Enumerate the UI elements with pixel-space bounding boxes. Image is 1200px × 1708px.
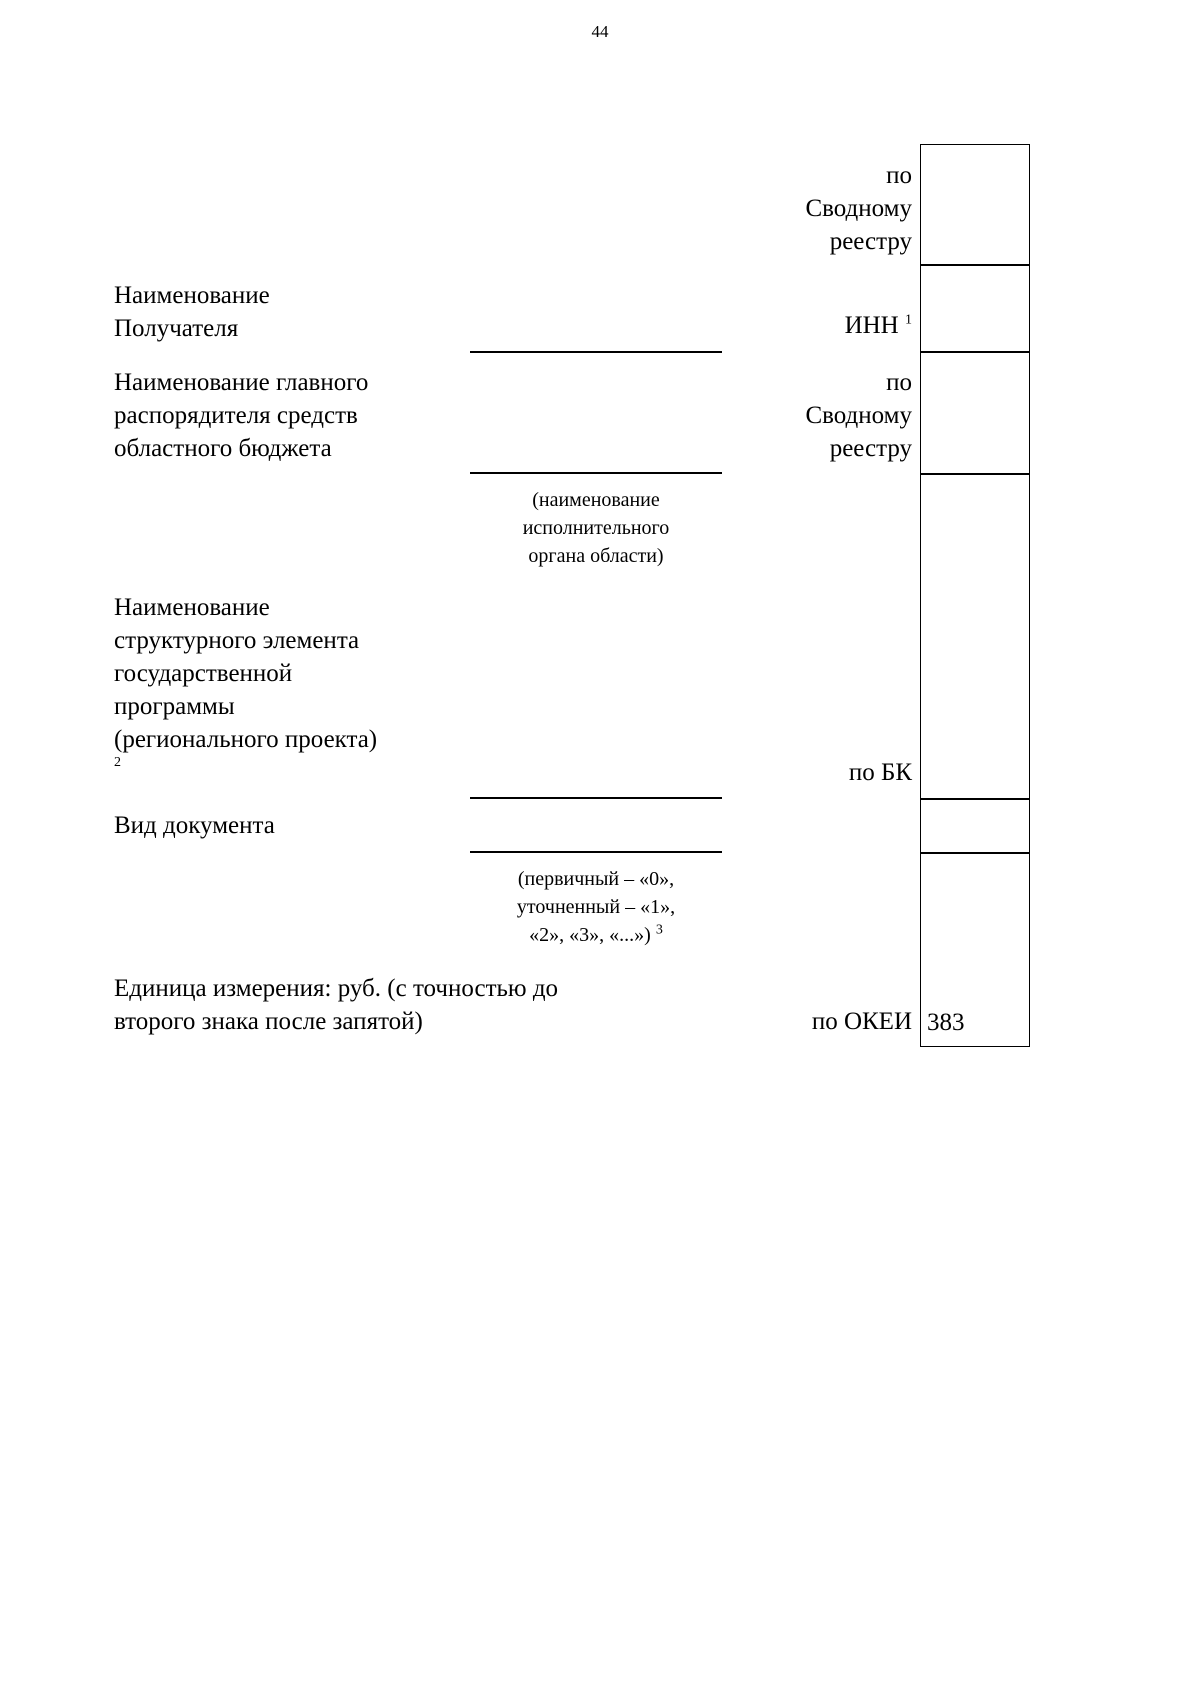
label-line: (регионального проекта) [114,726,378,753]
label-line: государственной [114,660,293,687]
footnote-mark: 1 [905,312,912,328]
okei-code-value: 383 [927,1009,965,1036]
label-line: второго знака после запятой) [114,1008,423,1035]
chief-admin-name-label [114,366,368,465]
note-line: уточненный – «1», [516,896,676,918]
code-cell-divider [921,351,1029,353]
label-line: Наименование [114,594,270,621]
document-type-label: Вид документа [114,812,275,839]
note-line: исполнительного [522,517,670,539]
label-line: Сводному [805,402,912,429]
footnote-mark: 2 [114,755,121,770]
document-type-field[interactable] [470,851,722,853]
label-line: структурного элемента [114,627,360,654]
chief-admin-name-field[interactable] [470,472,722,474]
label-line: программы [114,693,235,720]
code-cell-divider [921,264,1029,266]
note-line: «2», «3», «...») $^3$ [529,922,663,946]
bk-code-label: по БК [848,759,912,786]
note-line: (первичный – «0», [517,868,675,890]
label-line: Наименование [114,282,270,309]
label-line: по [886,162,912,189]
code-cell-divider [921,798,1029,800]
label-line: Получателя [114,315,239,342]
label-line: областного бюджета [114,435,332,462]
label-line: Сводному [805,195,912,222]
note-line: органа области) [528,545,664,567]
registry-code-label-1 [740,159,912,258]
label-line: реестру [829,228,912,255]
codes-column [920,144,1030,1047]
document-kind-note [470,865,722,949]
label-line: Наименование главного [114,369,369,396]
label-line: по [886,369,912,396]
registry-code-label-2 [740,366,912,465]
okei-code-label: по ОКЕИ [811,1008,912,1035]
inn-code-label: ИНН $^1$ [844,312,912,339]
footnote-mark: 3 [655,922,663,938]
label-line: реестру [829,435,912,462]
structural-element-label [114,591,377,770]
page-number: 44 [591,22,609,41]
note-line: (наименование [532,489,660,511]
unit-label [114,972,558,1038]
executive-body-note [470,486,722,570]
recipient-name-field[interactable] [470,351,722,353]
recipient-name-label [114,279,270,345]
label-line: распорядителя средств [114,402,358,429]
label-line: Единица измерения: руб. (с точностью до [114,975,559,1002]
code-cell-divider [921,852,1029,854]
structural-element-field[interactable] [470,797,722,799]
code-cell-divider [921,473,1029,475]
